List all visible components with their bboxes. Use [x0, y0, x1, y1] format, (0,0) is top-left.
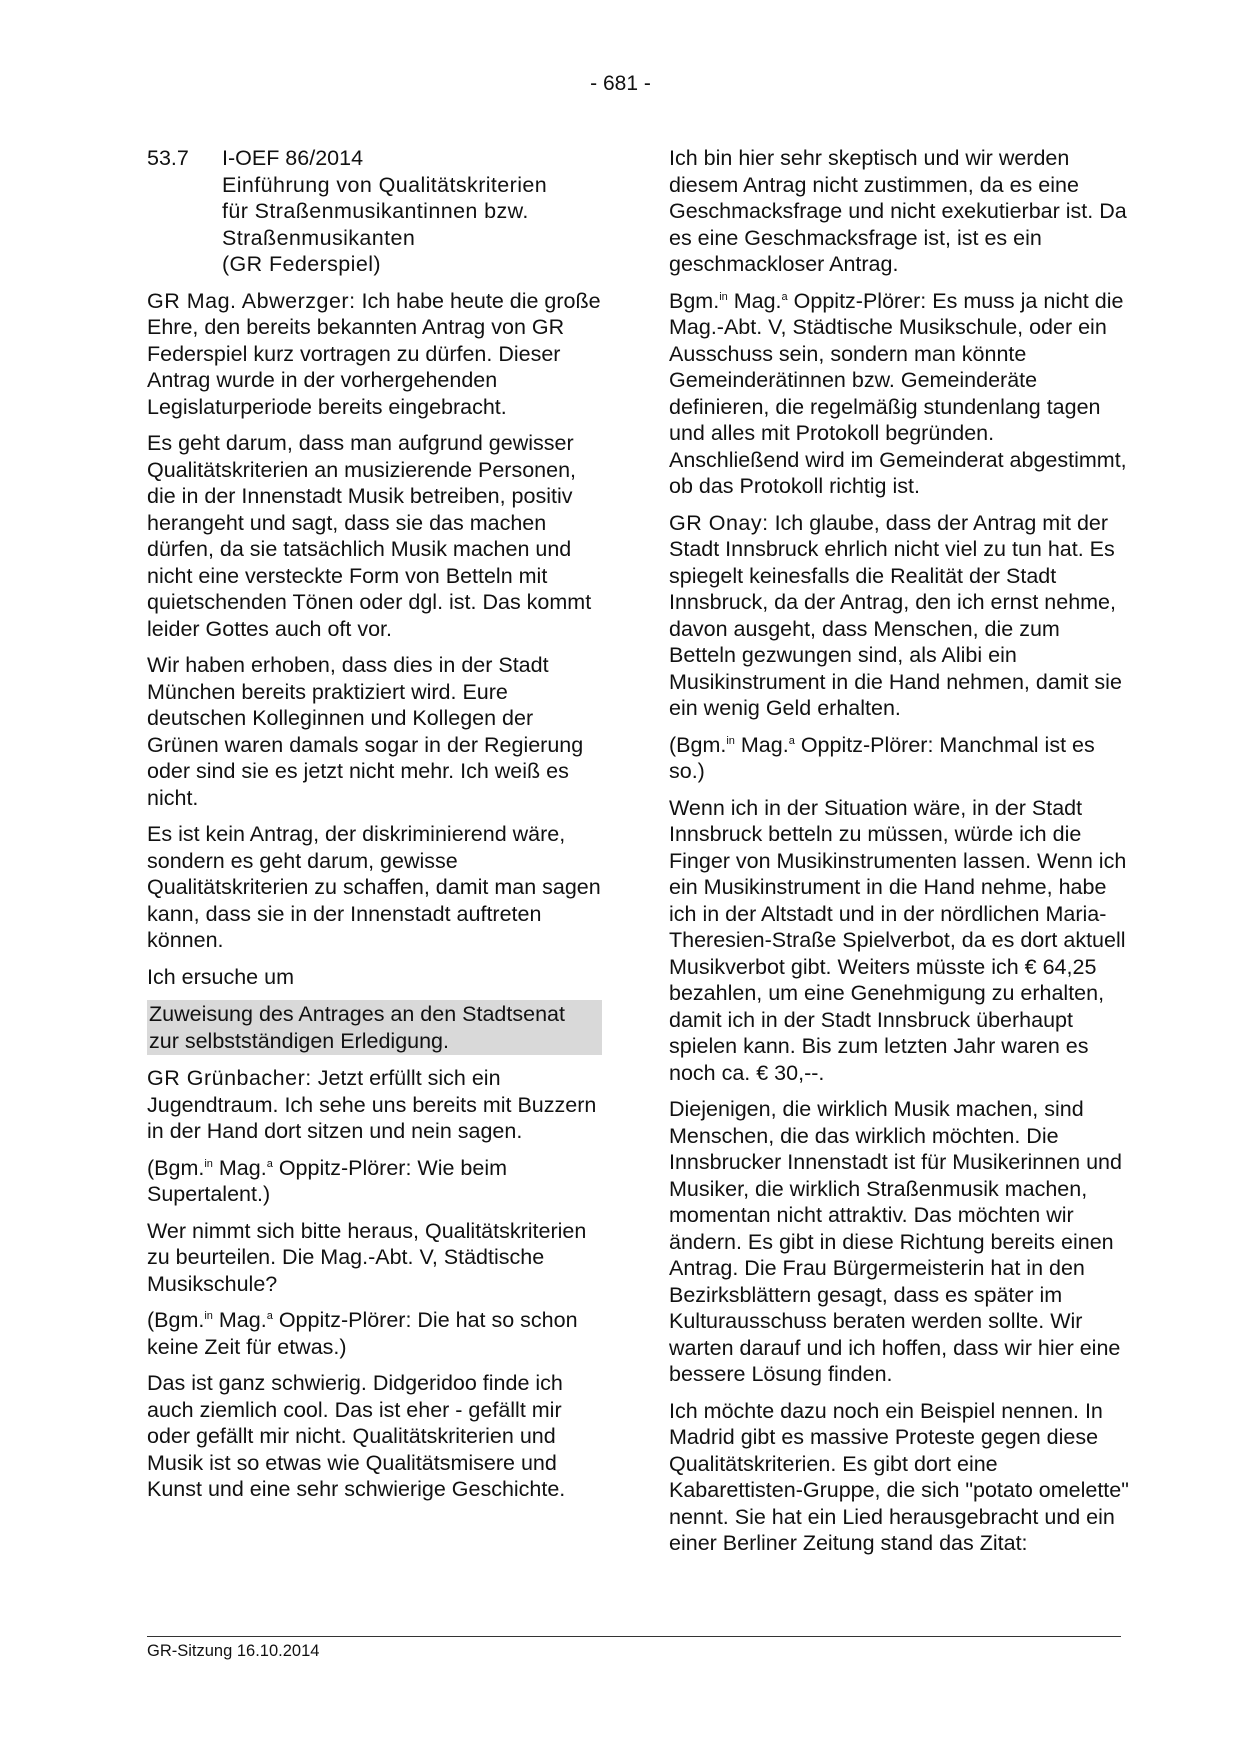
- agenda-item-number: 53.7: [147, 146, 189, 170]
- speaker-name: GR Onay:: [669, 510, 769, 535]
- footer-divider: [147, 1636, 1121, 1637]
- paragraph: Diejenigen, die wirklich Musik machen, sind Menschen, die das wirklich möchten. Die Innsbrucker Innenstadt ist für Musikerinnen und Musiker, die wirklich Straßenmusik machen, momentan nicht attraktiv. Das möchten wir ändern. Es gibt in diese Richtung bereits einen Antrag. Die Frau Bürgermeisterin hat in den Bezirksblättern gesagt, dass es später im Kulturausschuss beraten werden sollte. Wir warten darauf und ich hoffen, dass wir hier eine bessere Lösung finden.: [669, 1097, 1122, 1386]
- title-line: Straßenmusikanten: [222, 225, 416, 250]
- agenda-item-title: [222, 172, 602, 278]
- agenda-item-header: [147, 145, 602, 172]
- agenda-item-code: I-OEF 86/2014: [222, 146, 364, 170]
- paragraph: Wer nimmt sich bitte heraus, Qualitätskriterien zu beurteilen. Die Mag.-Abt. V, Städtische Musikschule?: [147, 1218, 587, 1296]
- right-column: [669, 145, 1129, 1567]
- paragraph: Ich bin hier sehr skeptisch und wir werden diesem Antrag nicht zustimmen, da es eine Geschmacksfrage und nicht exekutierbar ist. Da es eine Geschmacksfrage ist, ist es ein geschmackloser Antrag.: [669, 146, 1127, 276]
- paragraph-text: Jetzt erfüllt sich ein Jugendtraum. Ich sehe uns bereits mit Buzzern in der Hand dort sitzen und nein sagen.: [147, 1066, 597, 1143]
- interjection: (Bgm.$^{in}$ Mag.$^a$ Oppitz-Plörer: Wie beim Supertalent.): [147, 1155, 508, 1206]
- paragraph: Bgm.$^{in}$ Mag.$^a$ Oppitz-Plörer: Es muss ja nicht die Mag.-Abt. V, Städtische Musikschule, oder ein Ausschuss sein, sondern man könnte Gemeinderätinnen bzw. Gemeinderäte definieren, die regelmäßig stundenlang tagen und alles mit Protokoll begründen. Anschließend wird im Gemeinderat abgestimmt, ob das Protokoll richtig ist.: [669, 288, 1127, 498]
- paragraph: Ich ersuche um: [147, 964, 294, 989]
- paragraph-text: Ich habe heute die große Ehre, den bereits bekannten Antrag von GR Federspiel kurz vortragen zu dürfen. Dieser Antrag wurde in der vorhergehenden Legislaturperiode bereits eingebracht.: [147, 288, 601, 419]
- interjection: (Bgm.$^{in}$ Mag.$^a$ Oppitz-Plörer: Die hat so schon keine Zeit für etwas.): [147, 1308, 578, 1359]
- left-column: [147, 145, 602, 1513]
- paragraph: Wir haben erhoben, dass dies in der Stadt München bereits praktiziert wird. Eure deutschen Kolleginnen und Kollegen der Grünen waren damals sogar in der Regierung oder sind sie es jetzt nicht mehr. Ich weiß es nicht.: [147, 653, 584, 810]
- paragraph: Es geht darum, dass man aufgrund gewisser Qualitätskriterien an musizierende Personen, die in der Innenstadt Musik betreiben, positiv herangeht und sagt, dass sie das machen dürfen, da sie tatsächlich Musik machen und nicht eine versteckte Form von Betteln mit quietschenden Tönen oder dgl. ist. Das kommt leider Gottes auch oft vor.: [147, 431, 592, 641]
- paragraph: [147, 1065, 602, 1145]
- interjection: (Bgm.$^{in}$ Mag.$^a$ Oppitz-Plörer: Manchmal ist es so.): [669, 732, 1095, 783]
- paragraph: Das ist ganz schwierig. Didgeridoo finde ich auch ziemlich cool. Das ist eher - gefällt mir oder gefällt mir nicht. Qualitätskriterien und Musik ist so etwas wie Qualitätsmisere und Kunst und eine sehr schwierige Geschichte.: [147, 1371, 566, 1501]
- page-number: - 681 -: [590, 72, 651, 95]
- speaker-name: GR Grünbacher:: [147, 1066, 312, 1090]
- paragraph: Es ist kein Antrag, der diskriminierend wäre, sondern es geht darum, gewisse Qualitätskriterien zu schaffen, damit man sagen kann, dass sie in der Innenstadt auftreten können.: [147, 822, 601, 952]
- footer-session-date: GR-Sitzung 16.10.2014: [147, 1642, 320, 1660]
- title-line: für Straßenmusikantinnen bzw.: [222, 199, 529, 223]
- speaker-name: GR Mag. Abwerzger:: [147, 288, 356, 313]
- title-line: Einführung von Qualitätskriterien: [222, 172, 548, 197]
- highlighted-motion: Zuweisung des Antrages an den Stadtsenat zur selbstständigen Erledigung.: [147, 1000, 602, 1055]
- title-line: (GR Federspiel): [222, 252, 381, 276]
- paragraph-text: Ich glaube, dass der Antrag mit der Stadt Innsbruck ehrlich nicht viel zu tun hat. Es spiegelt keinesfalls die Realität der Stadt Innsbruck, da der Antrag, den ich ernst nehme, davon ausgeht, dass Menschen, die zum Betteln gezwungen sind, als Alibi ein Musikinstrument in die Hand nehmen, damit sie ein wenig Geld erhalten.: [669, 510, 1122, 720]
- paragraph: Ich möchte dazu noch ein Beispiel nennen. In Madrid gibt es massive Proteste gegen diese Qualitätskriterien. Es gibt dort eine Kabarettisten-Gruppe, die sich "potato omelette" nennt. Sie hat ein Lied herausgebracht und ein einer Berliner Zeitung stand das Zitat:: [669, 1398, 1129, 1555]
- paragraph: [669, 510, 1129, 722]
- paragraph: Wenn ich in der Situation wäre, in der Stadt Innsbruck betteln zu müssen, würde ich die Finger von Musikinstrumenten lassen. Wenn ich ein Musikinstrument in die Hand nehme, habe ich in der Altstadt und in der nördlichen Maria-Theresien-Straße Spielverbot, da es dort aktuell Musikverbot gibt. Weiters müsste ich € 64,25 bezahlen, um eine Genehmigung zu erhalten, damit ich in der Stadt Innsbruck überhaupt spielen kann. Bis zum letzten Jahr waren es noch ca. € 30,--.: [669, 795, 1127, 1085]
- paragraph: [147, 288, 602, 421]
